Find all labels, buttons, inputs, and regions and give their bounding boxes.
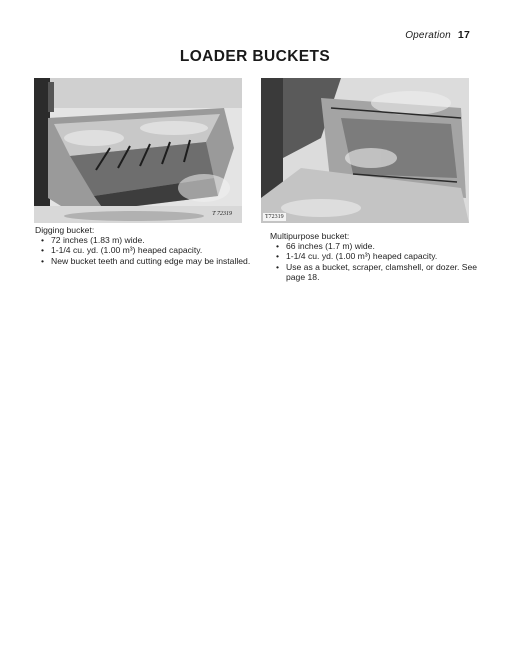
caption-heading: Digging bucket:: [35, 225, 95, 235]
multipurpose-bucket-illustration: [261, 78, 469, 223]
photo-code-left: T 72319: [212, 211, 232, 217]
page-number: 17: [457, 29, 470, 41]
list-item: • 1-1/4 cu. yd. (1.00 m³) heaped capacity.: [270, 251, 480, 261]
digging-bucket-illustration: [34, 78, 242, 223]
multipurpose-bucket-caption: [270, 231, 480, 282]
section-name: Operation: [405, 30, 451, 41]
spec-list: [270, 241, 480, 282]
list-item: • 1-1/4 cu. yd. (1.00 m³) heaped capacity.: [35, 245, 255, 255]
list-item: • New bucket teeth and cutting edge may be installed.: [35, 256, 255, 266]
digging-bucket-caption: [35, 225, 255, 266]
list-item: • 66 inches (1.7 m) wide.: [270, 241, 480, 251]
page-header: [405, 29, 470, 41]
multipurpose-bucket-photo: [261, 78, 469, 223]
list-item: • Use as a bucket, scraper, clamshell, or dozer. See page 18.: [270, 262, 480, 282]
caption-heading: Multipurpose bucket:: [270, 231, 350, 241]
page-title: LOADER BUCKETS: [179, 48, 331, 65]
list-item: • 72 inches (1.83 m) wide.: [35, 235, 255, 245]
spec-list: [35, 235, 255, 266]
digging-bucket-photo: [34, 78, 242, 223]
photo-code-right: T72319: [265, 214, 284, 220]
